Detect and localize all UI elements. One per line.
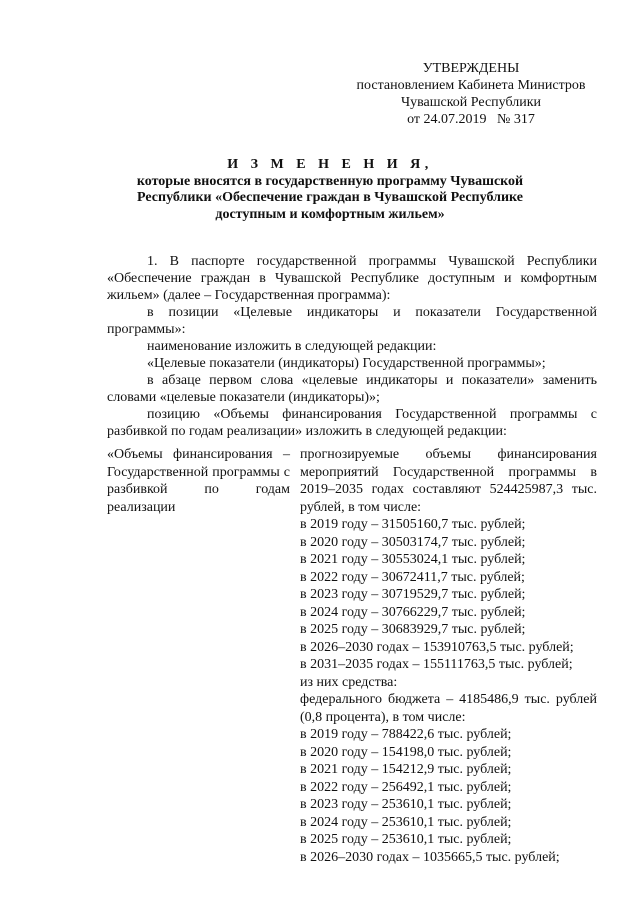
year-total-row: в 2019 году – 31505160,7 тыс. рублей; — [300, 517, 526, 532]
sources-label: из них средства: — [300, 674, 398, 690]
paragraph-2: в позиции «Целевые индикаторы и показатели Государственной программы»: — [107, 305, 597, 337]
approved-by: постановлением Кабинета Министров — [356, 78, 586, 93]
year-total-row: в 2023 году – 30719529,7 тыс. рублей; — [300, 587, 526, 602]
document-body — [107, 253, 597, 440]
year-federal-row: в 2022 году – 256492,1 тыс. рублей; — [300, 779, 512, 795]
title-line-3: доступным и комфортным жильем» — [215, 206, 445, 222]
approved-republic: Чувашской Республики — [400, 95, 542, 110]
title-line-1: которые вносятся в государственную программу Чувашской — [136, 173, 524, 189]
paragraph-6: позицию «Объемы финансирования Государственной программы с разбивкой по годам реализации» изложить в следующей редакции: — [107, 407, 597, 439]
approved-date-number: от 24.07.2019 № 317 — [407, 112, 535, 127]
years-federal-list — [300, 726, 597, 866]
year-total-row: в 2025 году – 30683929,7 тыс. рублей; — [300, 622, 526, 637]
year-federal-row: в 2019 году – 788422,6 тыс. рублей; — [300, 727, 512, 742]
paragraph-3: наименование изложить в следующей редакции: — [147, 339, 437, 354]
year-total-row: в 2024 году – 30766229,7 тыс. рублей; — [300, 604, 526, 620]
year-total-row: в 2021 году – 30553024,1 тыс. рублей; — [300, 552, 526, 567]
title-main: И З М Е Н Е Н И Я, — [227, 157, 433, 172]
paragraph-1: 1. В паспорте государственной программы Чувашской Республики «Обеспечение граждан в Чувашской Республике доступным и комфортным жильем» (далее – Государственная программа): — [107, 254, 597, 303]
year-federal-row: в 2021 году – 154212,9 тыс. рублей; — [300, 762, 512, 777]
financing-label: «Объемы финансирования – Государственной программы с разбивкой по годам реализации — [107, 447, 290, 515]
year-federal-row: в 2025 году – 253610,1 тыс. рублей; — [300, 832, 512, 847]
document-title — [100, 157, 560, 223]
financing-details — [300, 446, 597, 866]
years-total-list — [300, 516, 597, 674]
paragraph-4: «Целевые показатели (индикаторы) Государственной программы»; — [147, 356, 546, 371]
financing-intro: прогнозируемые объемы финансирования мероприятий Государственной программы в 2019–2035 годах составляют 524425987,3 тыс. рублей, в том числе: — [300, 447, 597, 515]
year-federal-row: в 2020 году – 154198,0 тыс. рублей; — [300, 744, 512, 760]
year-federal-row: в 2024 году – 253610,1 тыс. рублей; — [300, 814, 512, 830]
year-total-row: в 2022 году – 30672411,7 тыс. рублей; — [300, 569, 525, 585]
year-total-row: в 2026–2030 годах – 153910763,5 тыс. рублей; — [300, 639, 574, 655]
year-federal-row: в 2023 году – 253610,1 тыс. рублей; — [300, 797, 512, 812]
year-total-row: в 2020 году – 30503174,7 тыс. рублей; — [300, 534, 526, 550]
paragraph-5: в абзаце первом слова «целевые индикаторы и показатели» заменить словами «целевые показатели (индикаторы)»; — [107, 373, 597, 405]
year-total-row: в 2031–2035 годах – 155111763,5 тыс. рублей; — [300, 657, 573, 672]
approval-stamp — [340, 60, 602, 128]
year-federal-row: в 2026–2030 годах – 1035665,5 тыс. рублей; — [300, 849, 560, 865]
title-line-2: Республики «Обеспечение граждан в Чувашской Республике — [137, 190, 523, 205]
federal-budget: федерального бюджета – 4185486,9 тыс. рублей (0,8 процента), в том числе: — [300, 692, 597, 725]
approved-label: УТВЕРЖДЕНЫ — [422, 61, 520, 76]
